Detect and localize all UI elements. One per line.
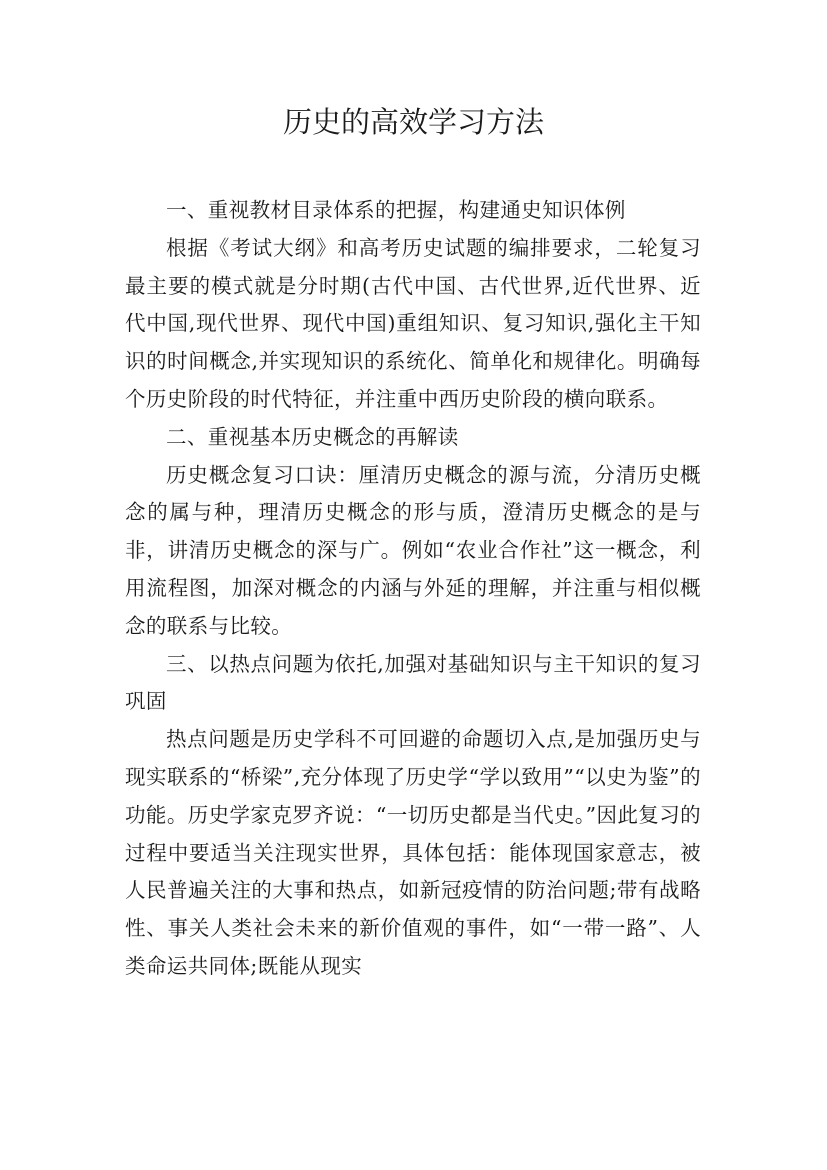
document-body — [125, 192, 701, 986]
section-heading-3: 三、以热点问题为依托,加强对基础知识与主干知识的复习巩固 — [125, 651, 701, 714]
body-paragraph: 历史概念复习口诀：厘清历史概念的源与流，分清历史概念的属与种，理清历史概念的形与质，澄清历史概念的是与非，讲清历史概念的深与广。例如“农业合作社”这一概念，利用流程图，加深对概念的内涵与外延的理解，并注重与相似概念的联系与比较。 — [125, 462, 701, 638]
section-heading-1: 一、重视教材目录体系的把握，构建通史知识体例 — [166, 198, 626, 222]
document-title: 历史的高效学习方法 — [282, 105, 544, 139]
body-paragraph: 热点问题是历史学科不可回避的命题切入点,是加强历史与现实联系的“桥梁”,充分体现了历史学“学以致用”“以史为鉴”的功能。历史学家克罗齐说：“一切历史都是当代史。”因此复习的过程中要适当关注现实世界，具体包括：能体现国家意志，被人民普遍关注的大事和热点，如新冠疫情的防治问题;带有战略性、事关人类社会未来的新价值观的事件，如“一带一路”、人类命运共同体;既能从现实 — [125, 727, 701, 978]
body-paragraph: 根据《考试大纲》和高考历史试题的编排要求，二轮复习最主要的模式就是分时期(古代中国、古代世界,近代世界、近代中国,现代世界、现代中国)重组知识、复习知识,强化主干知识的时间概念,并实现知识的系统化、简单化和规律化。明确每个历史阶段的时代特征，并注重中西历史阶段的横向联系。 — [125, 235, 701, 411]
section-heading-2: 二、重视基本历史概念的再解读 — [166, 424, 459, 449]
